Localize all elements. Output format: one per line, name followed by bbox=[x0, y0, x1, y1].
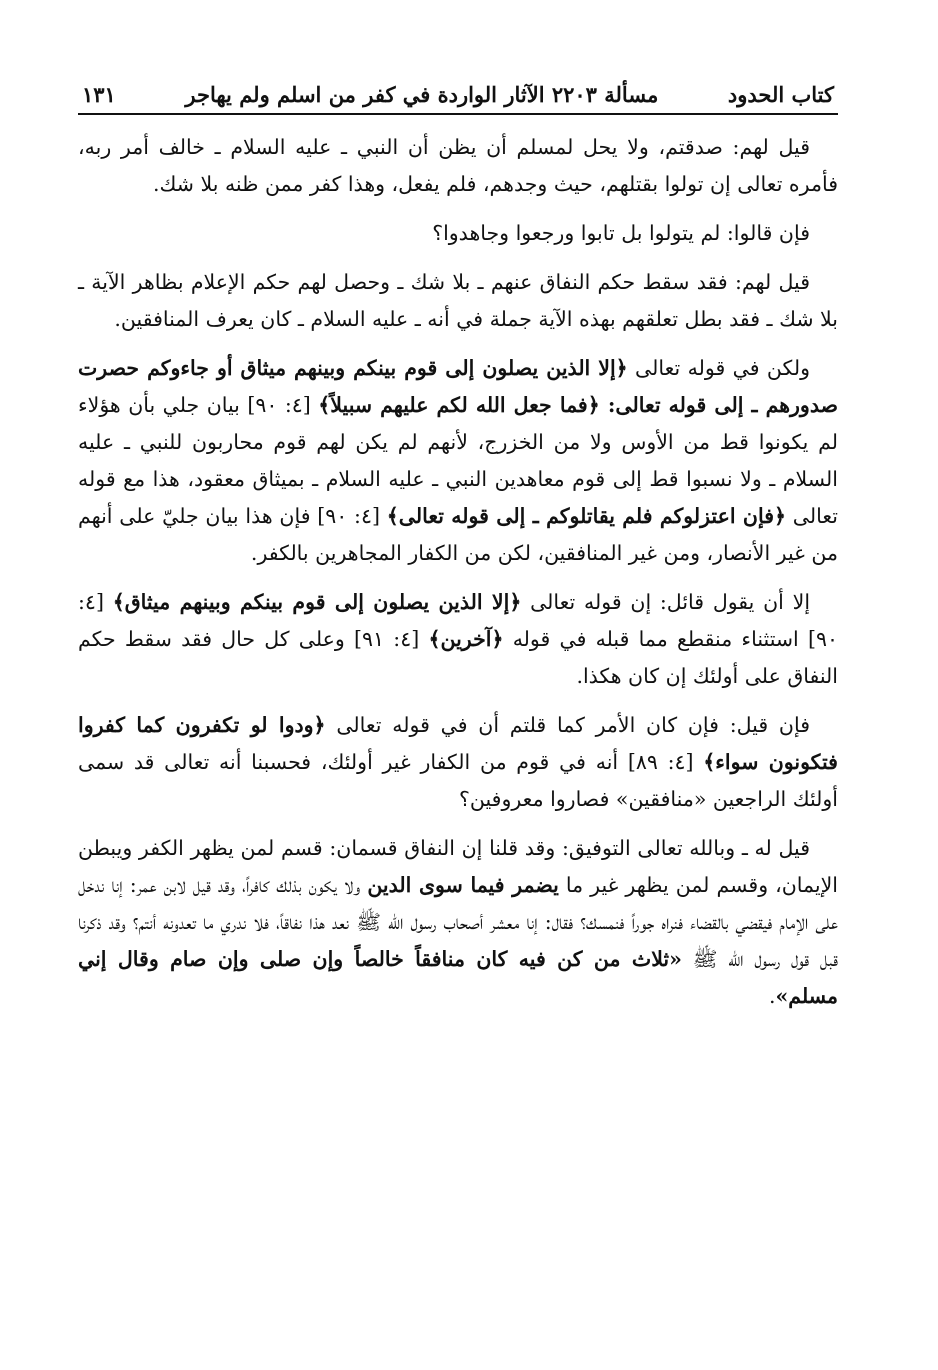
text-segment: قيل له ـ وبالله تعالى التوفيق: وقد قلنا إن النفاق قسمان: قسم لمن يظهر الكفر ويبطن الإيمان، وقسم لمن يظهر غير ما bbox=[78, 836, 838, 897]
quran-quote: ﴿فإن اعتزلوكم فلم يقاتلوكم ـ إلى قوله تعالى﴾ bbox=[386, 504, 787, 528]
text-segment: فإن قيل: فإن كان الأمر كما قلتم أن في قوله تعالى bbox=[325, 713, 811, 737]
quran-quote: ﴿إلا الذين يصلون إلى قوم بينكم وبينهم ميثاق أو جاءوكم حصرت صدورهم ـ إلى قوله تعالى: ﴿فما جعل الله لكم عليهم سبيلاً﴾ bbox=[78, 356, 838, 417]
text-segment: [٤: ٩١] وعلى كل حال فقد سقط حكم النفاق على أولئك إن كان هكذا. bbox=[78, 627, 838, 688]
hadith-quote: «ثلاث من كن فيه كان منافقاً خالصاً وإن صلى وإن صام وقال إني مسلم» bbox=[78, 947, 838, 1008]
page-number: ١٣١ bbox=[82, 82, 116, 107]
page-body bbox=[78, 129, 838, 1015]
text-segment: ولا يكون بذلك كافراً، وقد قيل لابن عمر: إنا ندخل على الإمام فيقضي بالقضاء فنراه جوراً فنمسك؟ فقال: إنا معشر أصحاب رسول الله ﷺ نعد هذا نفاقاً، فلا ندري ما تعدونه أنتم؟ وقد ذكرنا قبل قول رسول الله ﷺ bbox=[78, 873, 839, 971]
paragraph bbox=[78, 129, 838, 203]
paragraph bbox=[78, 707, 838, 818]
paragraph bbox=[78, 215, 838, 252]
text-segment: [٤: ٩٠] استثناء منقطع مما قبله في قوله bbox=[78, 590, 839, 651]
bold-phrase: يضمر فيما سوى الدين bbox=[367, 873, 559, 897]
book-title: كتاب الحدود bbox=[727, 82, 834, 107]
section-title: مسألة ٢٢٠٣ الآثار الواردة في كفر من اسلم ولم يهاجر bbox=[185, 82, 659, 107]
quran-quote: ﴿إلا الذين يصلون إلى قوم بينكم وبينهم ميثاق﴾ bbox=[112, 590, 522, 614]
paragraph bbox=[78, 264, 838, 338]
paragraph bbox=[78, 350, 838, 572]
book-page bbox=[78, 82, 838, 1027]
text-segment: ولكن في قوله تعالى bbox=[627, 356, 810, 380]
paragraph bbox=[78, 584, 838, 695]
running-header bbox=[78, 82, 838, 115]
quran-quote: ﴿ودوا لو تكفرون كما كفروا فتكونون سواء﴾ bbox=[78, 713, 838, 774]
text-segment: [٤: ٩٠] بيان جلي بأن هؤلاء لم يكونوا قط من الأوس ولا من الخزرج، لأنهم لم يكن لهم قوم محاربون للنبي ـ عليه السلام ـ ولا نسبوا قط إلى قوم معاهدين النبي ـ عليه السلام ـ بميثاق معقود، هذا مع قوله تعالى bbox=[78, 393, 838, 528]
text-segment: قيل لهم: صدقتم، ولا يحل لمسلم أن يظن أن النبي ـ عليه السلام ـ خالف أمر ربه، فأمره تعالى إن تولوا بقتلهم، حيث وجدهم، فلم يفعل، وهذا كفر ممن ظنه بلا شك. bbox=[78, 135, 838, 196]
quran-quote: ﴿آخرين﴾ bbox=[428, 627, 504, 651]
text-segment: [٤: ٨٩] أنه في قوم من الكفار غير أولئك، فحسبنا أنه تعالى قد سمى أولئك الراجعين «منافقين» فصاروا معروفين؟ bbox=[78, 750, 838, 811]
text-segment: . bbox=[768, 984, 776, 1008]
text-segment: قيل لهم: فقد سقط حكم النفاق عنهم ـ بلا شك ـ وحصل لهم حكم الإعلام بظاهر الآية ـ بلا شك ـ فقد بطل تعلقهم بهذه الآية جملة في أنه ـ عليه السلام ـ كان يعرف المنافقين. bbox=[78, 270, 838, 331]
text-segment: إلا أن يقول قائل: إن قوله تعالى bbox=[521, 590, 811, 614]
text-segment: فإن قالوا: لم يتولوا بل تابوا ورجعوا وجاهدوا؟ bbox=[432, 221, 810, 245]
paragraph bbox=[78, 830, 838, 1015]
text-segment: [٤: ٩٠] فإن هذا بيان جليّ على أنهم من غير الأنصار، ومن غير المنافقين، لكن من الكفار المجاهرين بالكفر. bbox=[78, 504, 838, 565]
